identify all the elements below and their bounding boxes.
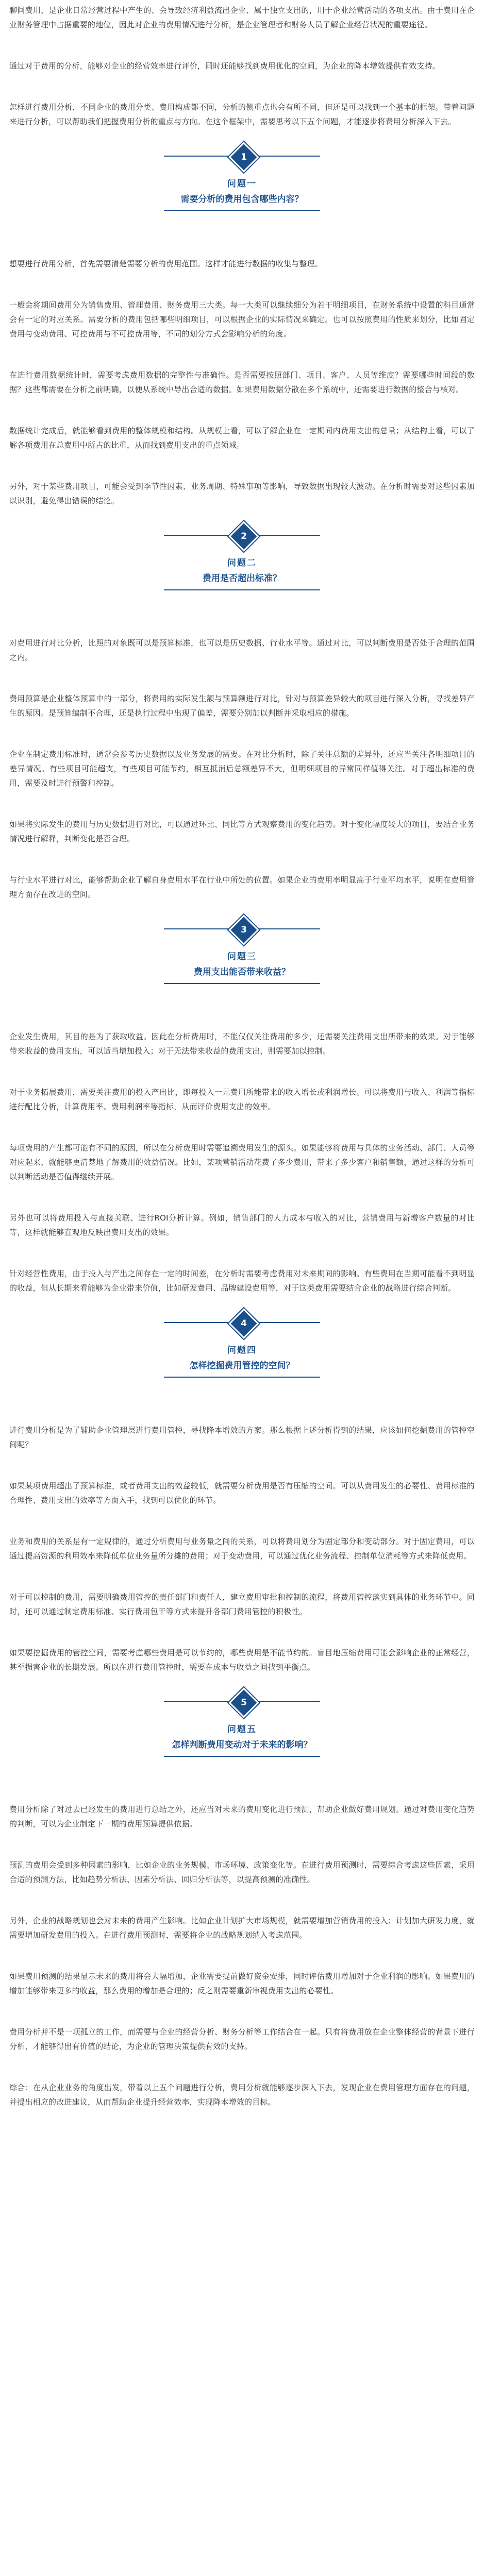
section-number: 1 [240, 152, 247, 162]
section-number-badge [228, 142, 259, 172]
section-paragraph: 业务和费用的关系是有一定规律的，通过分析费用与业务量之间的关系，可以将费用划分为固定部分和变动部分。对于固定费用，可以通过提高资源的利用效率来降低单位业务量所分摊的费用；对于变动费用，可以通过优化业务流程、控制单位消耗等方式来降低费用。 [9, 1537, 475, 1561]
section-title: 怎样判断费用变动对于未来的影响？ [172, 1740, 312, 1750]
section-number-badge [228, 521, 259, 551]
section-paragraph: 在进行费用数据统计时，需要考虑费用数据的完整性与准确性。是否需要按照部门、项目、客户、人员等维度？需要哪些时间段的数据？这些都需要在分析之前明确，以便从系统中导出合适的数据。如果费用数据分散在多个系统中，还需要进行数据的整合与核对。 [9, 370, 475, 394]
section-number: 3 [240, 925, 247, 935]
section-header-4 [9, 1318, 475, 1399]
section-paragraph: 每项费用的产生都可能有不同的原因，所以在分析费用时需要追溯费用发生的源头。如果能够将费用与具体的业务活动、部门、人员等对应起来，就能够更清楚地了解费用的效益情况。比如，某项营销活动花费了多少费用，带来了多少客户和销售额，通过这样的分析可以判断活动是否值得继续开展。 [9, 1143, 475, 1181]
section-title: 怎样挖掘费用管控的空间？ [189, 1361, 295, 1371]
section-number-badge [228, 1687, 259, 1718]
section-title: 需要分析的费用包含哪些内容？ [180, 194, 304, 205]
section-paragraph: 企业在制定费用标准时，通常会参考历史数据以及业务发展的需要。在对比分析时，除了关注总额的差异外，还应当关注各明细项目的差异情况。有些项目可能超支，有些项目可能节约，相互抵消后总额差异不大，但明细项目的异常同样值得关注。对于超出标准的费用，需要及时进行预警和控制。 [9, 750, 475, 788]
section-header-3 [9, 925, 475, 1006]
section-paragraph: 针对经营性费用，由于投入与产出之间存在一定的时间差，在分析时需要考虑费用对未来期间的影响。有些费用在当期可能看不到明显的收益，但从长期来看能够为企业带来价值，比如研发费用、品牌建设费用等，对于这类费用需要结合企业的战略进行综合判断。 [9, 1269, 475, 1293]
section-paragraph: 另外也可以将费用投入与直接关联、进行ROI分析计算。例如，销售部门的人力成本与收入的对比，营销费用与新增客户数量的对比等，这样就能够直观地反映出费用支出的效果。 [9, 1213, 475, 1237]
intro-paragraph: 怎样进行费用分析，不同企业的费用分类、费用构成都不同，分析的侧重点也会有所不同，但还是可以找到一个基本的框架。带着问题来进行分析，可以帮助我们把握费用分析的重点与方向。在这个框架中，需要思考以下五个问题，才能逐步将费用分析深入下去。 [9, 103, 475, 126]
section-paragraph: 费用预算是企业整体预算中的一部分，将费用的实际发生额与预算额进行对比，针对与预算差异较大的项目进行深入分析，寻找差异产生的原因。是预算编制不合理，还是执行过程中出现了偏差，需要分别加以判断并采取相应的措施。 [9, 694, 475, 718]
section-divider [164, 1377, 320, 1378]
section-paragraph: 费用分析并不是一项孤立的工作，而需要与企业的经营分析、财务分析等工作结合在一起。只有将费用放在企业整体经营的背景下进行分析，才能够得出有价值的结论，为企业的管理决策提供有效的支持。 [9, 2027, 475, 2051]
section-number-badge [228, 1308, 259, 1338]
section-paragraph: 如果要挖掘费用的管控空间，需要考虑哪些费用是可以节约的，哪些费用是不能节约的。盲目地压缩费用可能会影响企业的正常经营，甚至损害企业的长期发展。所以在进行费用管控时，需要在成本与收益之间找到平衡点。 [9, 1648, 475, 1672]
section-paragraph: 与行业水平进行对比，能够帮助企业了解自身费用水平在行业中所处的位置。如果企业的费用率明显高于行业平均水平，说明在费用管理方面存在改进的空间。 [9, 875, 475, 899]
section-paragraph: 对于业务拓展费用，需要关注费用的投入产出比，即每投入一元费用所能带来的收入增长或利润增长。可以将费用与收入、利润等指标进行配比分析，计算费用率、费用利润率等指标，从而评价费用支出的效率。 [9, 1088, 475, 1111]
section-paragraph: 另外，对于某些费用项目，可能会受到季节性因素、业务周期、特殊事项等影响，导致数据出现较大波动。在分析时需要对这些因素加以识别，避免得出错误的结论。 [9, 482, 475, 505]
section-label: 问题五 [227, 1724, 257, 1735]
section-label: 问题三 [227, 952, 257, 962]
section-paragraph: 企业发生费用，其目的是为了获取收益。因此在分析费用时，不能仅仅关注费用的多少，还需要关注费用支出所带来的效果。对于能够带来收益的费用支出，可以适当增加投入；对于无法带来收益的费用支出，则需要加以控制。 [9, 1032, 475, 1056]
section-number-badge [228, 914, 259, 945]
section-header-5 [9, 1698, 475, 1778]
section-header-2 [9, 531, 475, 612]
section-paragraph: 如果将实际发生的费用与历史数据进行对比，可以通过环比、同比等方式观察费用的变化趋势。对于变化幅度较大的项目，要结合业务情况进行解释，判断变化是否合理。 [9, 820, 475, 843]
section-paragraph: 如果某项费用超出了预算标准，或者费用支出的效益较低，就需要分析费用是否有压缩的空间。可以从费用发生的必要性、费用标准的合理性、费用支出的效率等方面入手，找到可以优化的环节。 [9, 1481, 475, 1505]
section-paragraph: 进行费用分析是为了辅助企业管理层进行费用管控，寻找降本增效的方案。那么根据上述分析得到的结果，应该如何挖掘费用的管控空间呢？ [9, 1426, 475, 1449]
section-paragraph: 另外，企业的战略规划也会对未来的费用产生影响。比如企业计划扩大市场规模，就需要增加营销费用的投入；计划加大研发力度，就需要增加研发费用的投入。在进行费用预测时，需要将企业的战略规划纳入考虑范围。 [9, 1916, 475, 1940]
section-number: 5 [240, 1698, 247, 1708]
section-divider [164, 210, 320, 211]
section-number: 4 [240, 1318, 247, 1329]
section-number: 2 [240, 531, 247, 541]
section-label: 问题四 [227, 1345, 257, 1355]
section-paragraph: 如果费用预测的结果显示未来的费用将会大幅增加，企业需要提前做好资金安排，同时评估费用增加对于企业利润的影响。如果费用的增加能够带来更多的收益，那么费用的增加是合理的；反之则需要重新审视费用支出的必要性。 [9, 1972, 475, 1995]
section-header-1 [9, 152, 475, 233]
section-divider [164, 1756, 320, 1757]
section-paragraph: 一般会将期间费用分为销售费用、管理费用、财务费用三大类。每一大类可以继续细分为若干明细项目，在财务系统中设置的科目通常会有一定的对应关系。需要分析的费用包括哪些明细项目，可以根据企业的实际情况来确定。也可以按照费用的性质来划分，比如固定费用与变动费用、可控费用与不可控费用等，不同的划分方式会影响分析的角度。 [9, 300, 475, 338]
intro-paragraph: 通过对于费用的分析，能够对企业的经营效率进行评价，同时还能够找到费用优化的空间，为企业的降本增效提供有效支持。 [9, 61, 441, 71]
section-divider [164, 983, 320, 984]
section-paragraph: 对于可以控制的费用，需要明确费用管控的责任部门和责任人，建立费用审批和控制的流程，将费用管控落实到具体的业务环节中。同时，还可以通过制定费用标准、实行费用包干等方式来提升各部门费用管控的积极性。 [9, 1592, 475, 1616]
section-title: 费用是否超出标准？ [203, 573, 281, 584]
section-paragraph: 费用分析除了对过去已经发生的费用进行总结之外，还应当对未来的费用变化进行预测，帮助企业做好费用规划。通过对费用变化趋势的判断，可以为企业制定下一期的费用预算提供依据。 [9, 1805, 475, 1828]
section-divider [164, 589, 320, 590]
section-label: 问题二 [227, 558, 257, 568]
section-paragraph: 综合：在从企业业务的角度出发，带着以上五个问题进行分析，费用分析就能够逐步深入下去，发现企业在费用管理方面存在的问题，并提出相应的改进建议，从而帮助企业提升经营效率，实现降本增效的目标。 [9, 2083, 475, 2107]
section-title: 费用支出能否带来收益？ [194, 967, 290, 977]
section-paragraph: 对费用进行对比分析，比照的对象既可以是预算标准，也可以是历史数据、行业水平等。通过对比，可以判断费用是否处于合理的范围之内。 [9, 638, 475, 662]
section-paragraph: 数据统计完成后，就能够看到费用的整体规模和结构。从规模上看，可以了解企业在一定期间内费用支出的总量；从结构上看，可以了解各项费用在总费用中所占的比重，从而找到费用支出的重点领域。 [9, 426, 475, 450]
section-label: 问题一 [227, 179, 257, 189]
intro-paragraph: 聊间费用，是企业日常经营过程中产生的、会导致经济利益流出企业、属于独立支出的，用于企业经营活动的各项支出。由于费用在企业财务管理中占据重要的地位，因此对企业的费用情况进行分析，是企业管理者和财务人员了解企业经营状况的重要途径。 [9, 6, 475, 29]
section-paragraph: 预测的费用会受到多种因素的影响，比如企业的业务规模、市场环境、政策变化等。在进行费用预测时，需要综合考虑这些因素，采用合适的预测方法，比如趋势分析法、因素分析法、回归分析法等，以提高预测的准确性。 [9, 1860, 475, 1884]
section-paragraph: 想要进行费用分析，首先需要清楚需要分析的费用范围。这样才能进行数据的收集与整理。 [9, 259, 323, 268]
